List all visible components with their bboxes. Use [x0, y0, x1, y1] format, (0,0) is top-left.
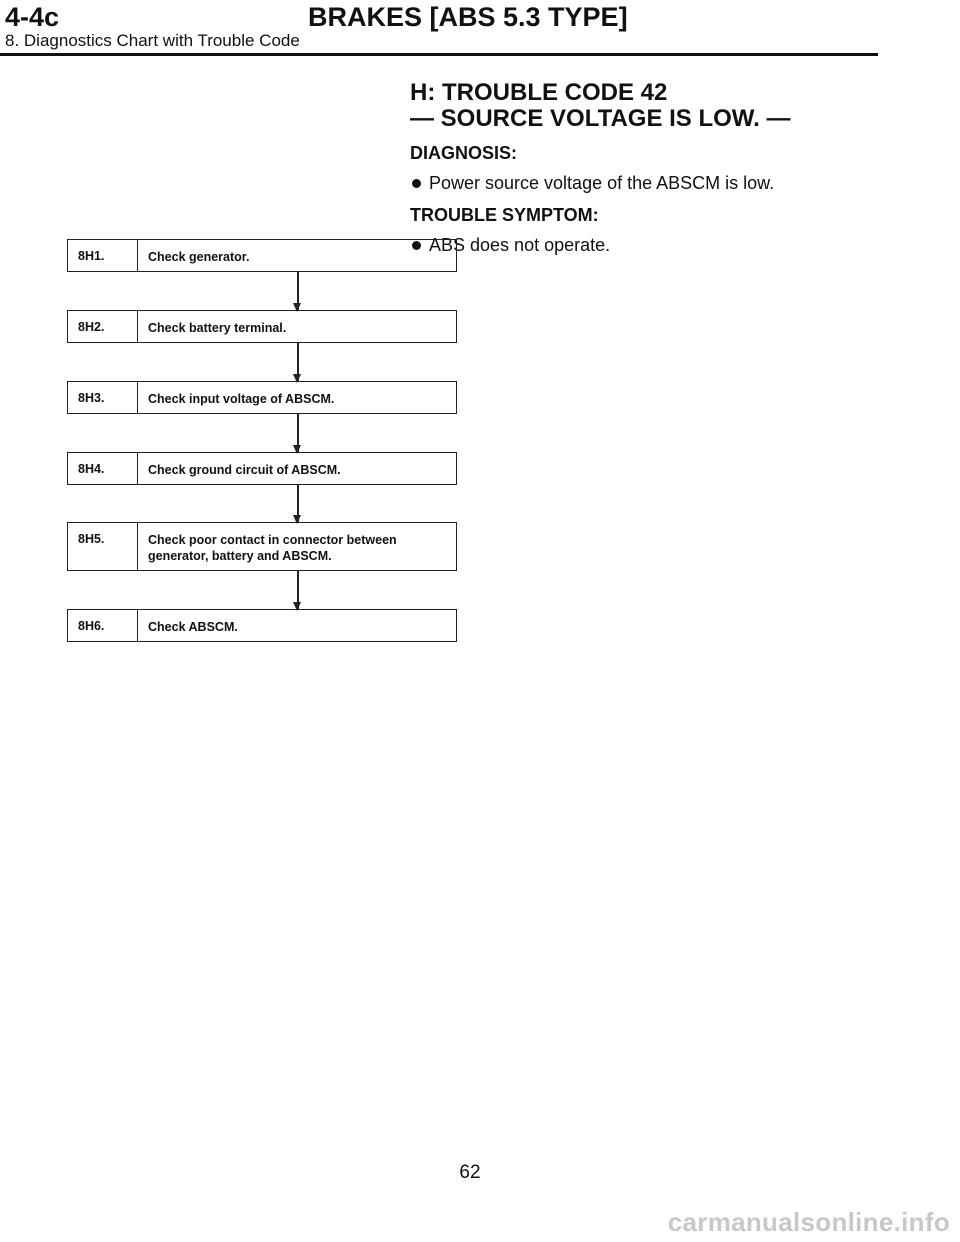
step-text: Check input voltage of ABSCM. — [148, 392, 335, 406]
step-number: 8H5. — [68, 523, 138, 570]
flow-step — [67, 609, 457, 642]
trouble-code-title — [410, 80, 910, 132]
flow-step — [67, 522, 457, 571]
symptom-label: TROUBLE SYMPTOM: — [410, 205, 599, 225]
header-rule — [0, 53, 878, 56]
bullet-icon — [412, 179, 421, 188]
title-line-1: H: TROUBLE CODE 42 — [410, 79, 668, 106]
step-number: 8H4. — [68, 453, 138, 484]
trouble-code-section — [410, 80, 910, 256]
chapter-title: BRAKES [ABS 5.3 TYPE] — [308, 2, 628, 32]
step-number: 8H6. — [68, 610, 138, 641]
flow-arrow-icon — [297, 414, 299, 452]
step-number: 8H2. — [68, 311, 138, 342]
flow-arrow-icon — [297, 343, 299, 381]
symptom-text: ABS does not operate. — [429, 235, 611, 255]
site-watermark: carmanualsonline.info — [667, 1207, 950, 1237]
page-number: 62 — [459, 1162, 481, 1183]
section-code: 4-4c — [5, 2, 60, 32]
flow-step — [67, 239, 457, 272]
flow-step — [67, 381, 457, 414]
step-text: Check ground circuit of ABSCM. — [148, 463, 341, 477]
flow-arrow-icon — [297, 272, 299, 310]
step-number: 8H3. — [68, 382, 138, 413]
step-text: Check battery terminal. — [148, 321, 287, 335]
step-text: Check poor contact in connector between generator, battery and ABSCM. — [148, 533, 397, 563]
flow-step — [67, 310, 457, 343]
step-number: 8H1. — [68, 240, 138, 271]
symptom-item — [410, 234, 910, 256]
flow-arrow-icon — [297, 485, 299, 522]
title-line-2: — SOURCE VOLTAGE IS LOW. — — [410, 105, 791, 132]
step-text: Check generator. — [148, 250, 250, 264]
flow-step — [67, 452, 457, 485]
flow-arrow-icon — [297, 571, 299, 609]
chapter-subtitle: 8. Diagnostics Chart with Trouble Code — [5, 31, 300, 50]
diagnosis-item — [410, 172, 910, 194]
diagnosis-text: Power source voltage of the ABSCM is low. — [429, 173, 775, 193]
step-text: Check ABSCM. — [148, 620, 238, 634]
diagnosis-label: DIAGNOSIS: — [410, 143, 518, 163]
